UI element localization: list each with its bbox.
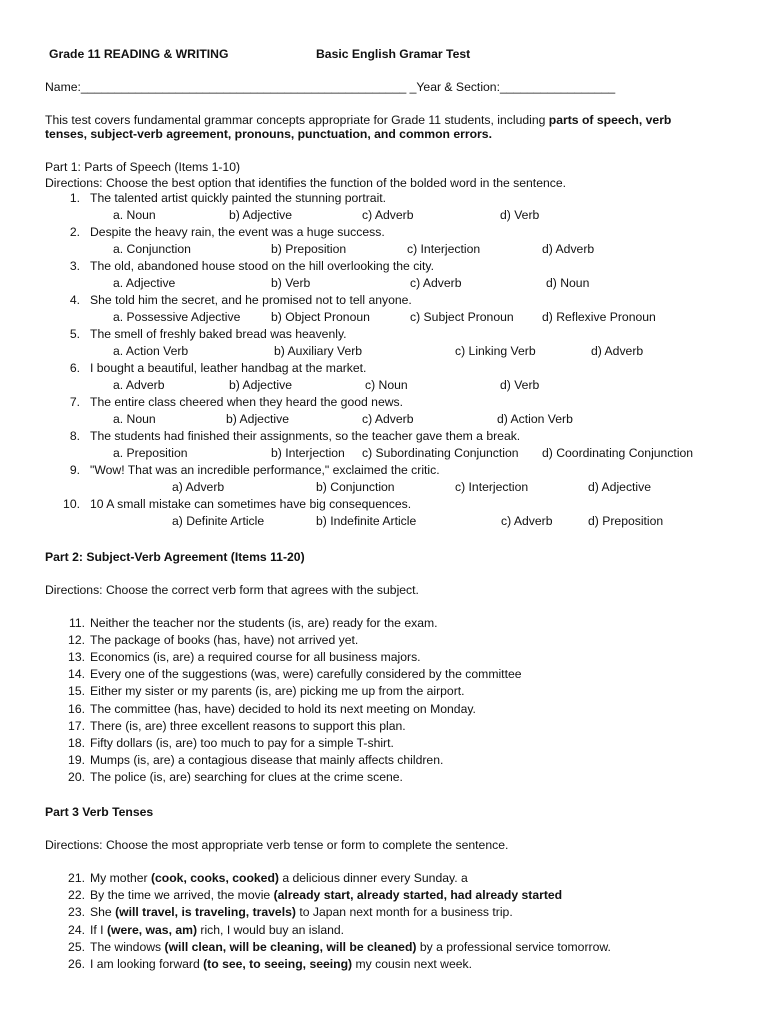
question-number: 25. (68, 939, 85, 954)
course-title: Grade 11 READING & WRITING (49, 47, 229, 61)
question-item (0, 633, 768, 647)
options-row (0, 276, 768, 290)
question-item (0, 702, 768, 716)
answer-option: d) Preposition (588, 514, 664, 528)
answer-choices: (will travel, is traveling, travels) (115, 905, 296, 920)
question-text-post: my cousin next week. (352, 957, 473, 971)
question-number: 19. (68, 752, 85, 767)
test-title: Basic English Gramar Test (316, 47, 471, 61)
part1-title: Part 1: Parts of Speech (Items 1-10) (45, 160, 241, 174)
question-item (0, 667, 768, 681)
options-row (0, 412, 768, 426)
question-item (0, 225, 768, 239)
question-number: 6. (69, 361, 80, 375)
question-text: The entire class cheered when they heard the good news. (90, 395, 404, 409)
answer-option: d) Coordinating Conjunction (542, 446, 694, 460)
question-text: "Wow! That was an incredible performance," exclaimed the critic. (90, 463, 440, 477)
question-number: 16. (68, 701, 85, 716)
question-number: 5. (69, 327, 80, 341)
answer-option: d) Adjective (588, 480, 652, 494)
question-item (0, 753, 768, 767)
options-row (0, 208, 768, 222)
question-number: 14. (68, 667, 85, 682)
question-number: 11. (68, 616, 85, 630)
question-text: 10 A small mistake can sometimes have big consequences. (90, 497, 412, 511)
answer-option: d) Verb (500, 378, 540, 392)
intro-text: This test covers fundamental grammar concepts appropriate for Grade 11 students, including (45, 113, 549, 127)
question-item (0, 770, 768, 784)
question-text: She told him the secret, and he promised not to tell anyone. (90, 293, 412, 307)
answer-option: a. Preposition (113, 446, 188, 460)
answer-choices: (cook, cooks, cooked) (150, 871, 279, 885)
question-item (0, 293, 768, 307)
question-number: 15. (68, 684, 85, 699)
intro-bold-1: parts of speech, verb (548, 113, 672, 127)
question-number: 22. (68, 888, 85, 903)
question-item (0, 259, 768, 273)
question-item (0, 871, 768, 885)
intro-bold-2: tenses, subject-verb agreement, pronouns, punctuation, and common errors. (45, 127, 492, 141)
question-text-pre: She (90, 905, 116, 920)
options-row (0, 310, 768, 324)
answer-option: d) Adverb (542, 242, 595, 256)
question-text (90, 957, 472, 971)
question-number: 2. (69, 225, 80, 239)
answer-option: a. Noun (113, 412, 156, 426)
question-text-pre: By the time we arrived, the movie (90, 888, 274, 903)
answer-option: c) Subordinating Conjunction (362, 446, 519, 460)
answer-option: a) Adverb (172, 480, 225, 494)
answer-option: b) Adjective (226, 412, 290, 426)
question-number: 26. (68, 957, 85, 971)
answer-choices: (already start, already started, had already started (273, 888, 563, 903)
part3-title: Part 3 Verb Tenses (45, 805, 154, 819)
answer-option: c) Interjection (455, 480, 529, 494)
question-number: 10. (63, 497, 80, 511)
question-item (0, 463, 768, 477)
answer-option: b) Indefinite Article (316, 514, 417, 528)
answer-option: a. Possessive Adjective (113, 310, 241, 324)
answer-option: d) Reflexive Pronoun (542, 310, 656, 324)
answer-choices: (to see, to seeing, seeing) (203, 957, 353, 971)
options-row (0, 446, 768, 460)
question-number: 23. (68, 905, 85, 920)
answer-option: b) Verb (271, 276, 311, 290)
answer-option: c) Noun (365, 378, 408, 392)
question-text: Fifty dollars (is, are) too much to pay for a simple T-shirt. (90, 735, 394, 750)
question-text-pre: I am looking forward (90, 957, 204, 971)
question-text: The students had finished their assignments, so the teacher gave them a break. (90, 429, 521, 443)
question-text-post: rich, I would buy an island. (197, 922, 345, 937)
question-text: Neither the teacher nor the students (is, are) ready for the exam. (90, 616, 438, 630)
question-text (90, 940, 611, 954)
question-text: There (is, are) three excellent reasons to support this plan. (90, 718, 406, 733)
question-item (0, 957, 768, 971)
question-text-pre: My mother (90, 871, 151, 885)
question-text: Despite the heavy rain, the event was a huge success. (90, 225, 385, 239)
answer-option: a. Noun (113, 208, 156, 222)
question-number: 13. (68, 650, 85, 665)
question-text-post: by a professional service tomorrow. (416, 939, 611, 954)
answer-option: a. Action Verb (113, 344, 189, 358)
part2-directions: Directions: Choose the correct verb form that agrees with the subject. (45, 583, 419, 597)
part2-title: Part 2: Subject-Verb Agreement (Items 11-20) (45, 550, 305, 564)
name-section-line: Name:________________________________________________ _Year & Section:_________________ (45, 80, 616, 94)
question-text-pre: If I (90, 922, 107, 937)
answer-option: b) Conjunction (316, 480, 395, 494)
question-text-pre: The windows (90, 939, 165, 954)
answer-option: c) Adverb (410, 276, 462, 290)
answer-option: b) Interjection (271, 446, 345, 460)
options-row (0, 514, 768, 528)
question-number: 4. (69, 293, 80, 307)
question-number: 17. (68, 718, 85, 733)
question-item (0, 616, 768, 630)
question-text-post: to Japan next month for a business trip. (295, 905, 513, 920)
answer-option: a. Conjunction (113, 242, 191, 256)
question-text: The smell of freshly baked bread was heavenly. (90, 327, 347, 341)
answer-option: d) Adverb (591, 344, 644, 358)
answer-option: b) Adjective (229, 208, 293, 222)
question-number: 18. (68, 735, 85, 750)
question-item (0, 940, 768, 954)
answer-option: b) Auxiliary Verb (274, 344, 363, 358)
options-row (0, 480, 768, 494)
answer-option: b) Preposition (271, 242, 347, 256)
question-item (0, 327, 768, 341)
question-item (0, 923, 768, 937)
answer-option: c) Adverb (501, 514, 553, 528)
answer-option: c) Adverb (362, 412, 414, 426)
options-row (0, 378, 768, 392)
answer-choices: (will clean, will be cleaning, will be cleaned) (164, 939, 417, 954)
question-text: The committee (has, have) decided to hold its next meeting on Monday. (90, 701, 476, 716)
question-number: 24. (68, 922, 85, 937)
answer-option: a. Adverb (113, 378, 165, 392)
answer-choices: (were, was, am) (106, 922, 198, 937)
question-number: 9. (69, 463, 80, 477)
question-text-post: a delicious dinner every Sunday. a (278, 871, 468, 885)
question-text (90, 905, 513, 919)
question-text (90, 888, 562, 902)
question-text: The package of books (has, have) not arrived yet. (90, 633, 359, 648)
question-number: 7. (69, 395, 80, 409)
question-item (0, 888, 768, 902)
question-item (0, 191, 768, 205)
answer-option: a. Adjective (113, 276, 176, 290)
question-text (90, 923, 344, 937)
question-item (0, 429, 768, 443)
answer-option: c) Linking Verb (455, 344, 536, 358)
options-row (0, 242, 768, 256)
answer-option: c) Interjection (407, 242, 481, 256)
question-number: 20. (68, 769, 85, 784)
part3-directions: Directions: Choose the most appropriate verb tense or form to complete the sentence. (45, 838, 509, 852)
question-text: I bought a beautiful, leather handbag at the market. (90, 361, 367, 375)
answer-option: d) Noun (546, 276, 590, 290)
answer-option: c) Adverb (362, 208, 414, 222)
options-row (0, 344, 768, 358)
question-number: 21. (68, 871, 85, 885)
question-text: Either my sister or my parents (is, are) picking me up from the airport. (90, 684, 465, 699)
question-item (0, 684, 768, 698)
question-item (0, 395, 768, 409)
question-text: The talented artist quickly painted the stunning portrait. (90, 191, 387, 205)
part1-directions: Directions: Choose the best option that identifies the function of the bolded word in the sentence. (45, 176, 567, 190)
question-item (0, 905, 768, 919)
question-text: Economics (is, are) a required course for all business majors. (90, 650, 421, 665)
question-number: 1. (69, 191, 80, 205)
question-number: 8. (69, 429, 80, 443)
answer-option: a) Definite Article (172, 514, 265, 528)
question-text: The old, abandoned house stood on the hill overlooking the city. (90, 259, 434, 273)
intro-line-1 (45, 113, 671, 127)
question-item (0, 719, 768, 733)
answer-option: b) Object Pronoun (271, 310, 370, 324)
question-text: Every one of the suggestions (was, were) carefully considered by the committee (90, 667, 522, 682)
answer-option: d) Action Verb (497, 412, 573, 426)
answer-option: d) Verb (500, 208, 540, 222)
question-number: 12. (68, 633, 85, 648)
question-text (90, 871, 468, 885)
answer-option: c) Subject Pronoun (410, 310, 514, 324)
question-item (0, 497, 768, 511)
question-item (0, 736, 768, 750)
question-number: 3. (69, 259, 80, 273)
question-text: Mumps (is, are) a contagious disease that mainly affects children. (90, 752, 444, 767)
question-item (0, 650, 768, 664)
question-item (0, 361, 768, 375)
answer-option: b) Adjective (229, 378, 293, 392)
question-text: The police (is, are) searching for clues at the crime scene. (90, 769, 403, 784)
